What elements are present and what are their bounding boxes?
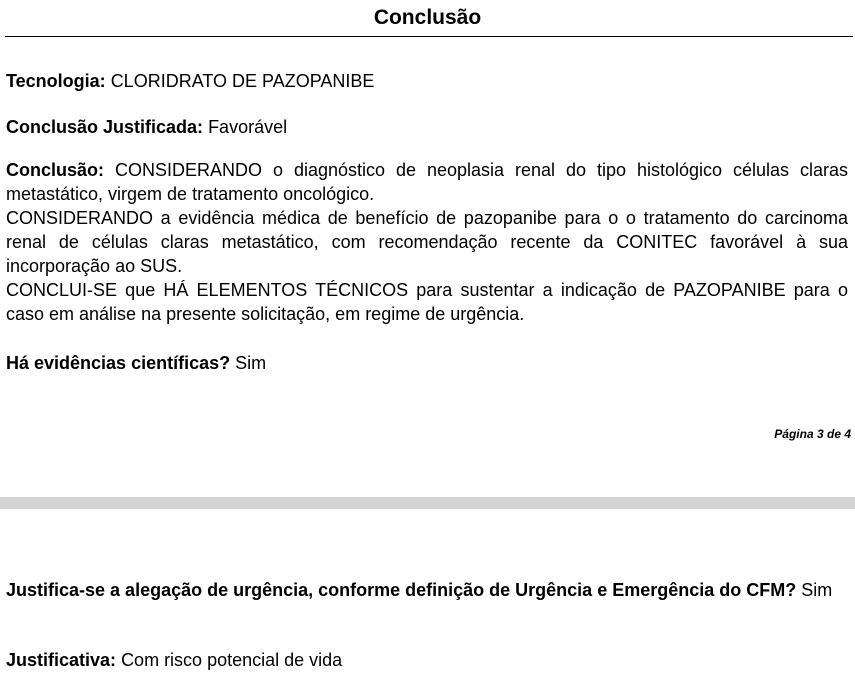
urgencia-value: Sim xyxy=(801,580,833,600)
tecnologia-value: CLORIDRATO DE PAZOPANIBE xyxy=(110,71,375,91)
conclusao-paragraph-1 xyxy=(6,158,848,206)
justificativa-label: Justificativa: xyxy=(6,650,117,670)
justificativa-field xyxy=(6,648,848,672)
conclusao-field xyxy=(6,158,848,326)
conclusao-text-1: CONSIDERANDO o diagnóstico de neoplasia renal do tipo histológico células claras metastático, virgem de tratamento oncológico. xyxy=(6,160,848,204)
tecnologia-field xyxy=(6,69,848,93)
conclusao-paragraph-3: CONCLUI-SE que HÁ ELEMENTOS TÉCNICOS para sustentar a indicação de PAZOPANIBE para o caso em análise na presente solicitação, em regime de urgência. xyxy=(6,280,848,324)
conclusao-paragraph-2: CONSIDERANDO a evidência médica de benefício de pazopanibe para o o tratamento do carcinoma renal de células claras metastático, com recomendação recente da CONITEC favorável à sua incorporação ao SUS. xyxy=(6,208,848,276)
evidencias-label: Há evidências científicas? xyxy=(6,353,231,373)
conclusao-label: Conclusão: xyxy=(6,160,105,180)
evidencias-field xyxy=(6,351,848,375)
conclusao-justificada-label: Conclusão Justificada: xyxy=(6,117,204,137)
section-title: Conclusão xyxy=(373,6,482,29)
page-separator xyxy=(0,497,855,509)
tecnologia-label: Tecnologia: xyxy=(6,71,106,91)
conclusao-justificada-field xyxy=(6,115,848,139)
conclusao-justificada-value: Favorável xyxy=(208,117,288,137)
justificativa-value: Com risco potencial de vida xyxy=(121,650,343,670)
title-divider xyxy=(5,36,853,37)
page-number: Página 3 de 4 xyxy=(774,427,851,441)
urgencia-label: Justifica-se a alegação de urgência, conforme definição de Urgência e Emergência do CFM? xyxy=(6,580,797,600)
document-page-4 xyxy=(0,509,855,674)
urgencia-field xyxy=(6,578,848,602)
evidencias-value: Sim xyxy=(235,353,267,373)
